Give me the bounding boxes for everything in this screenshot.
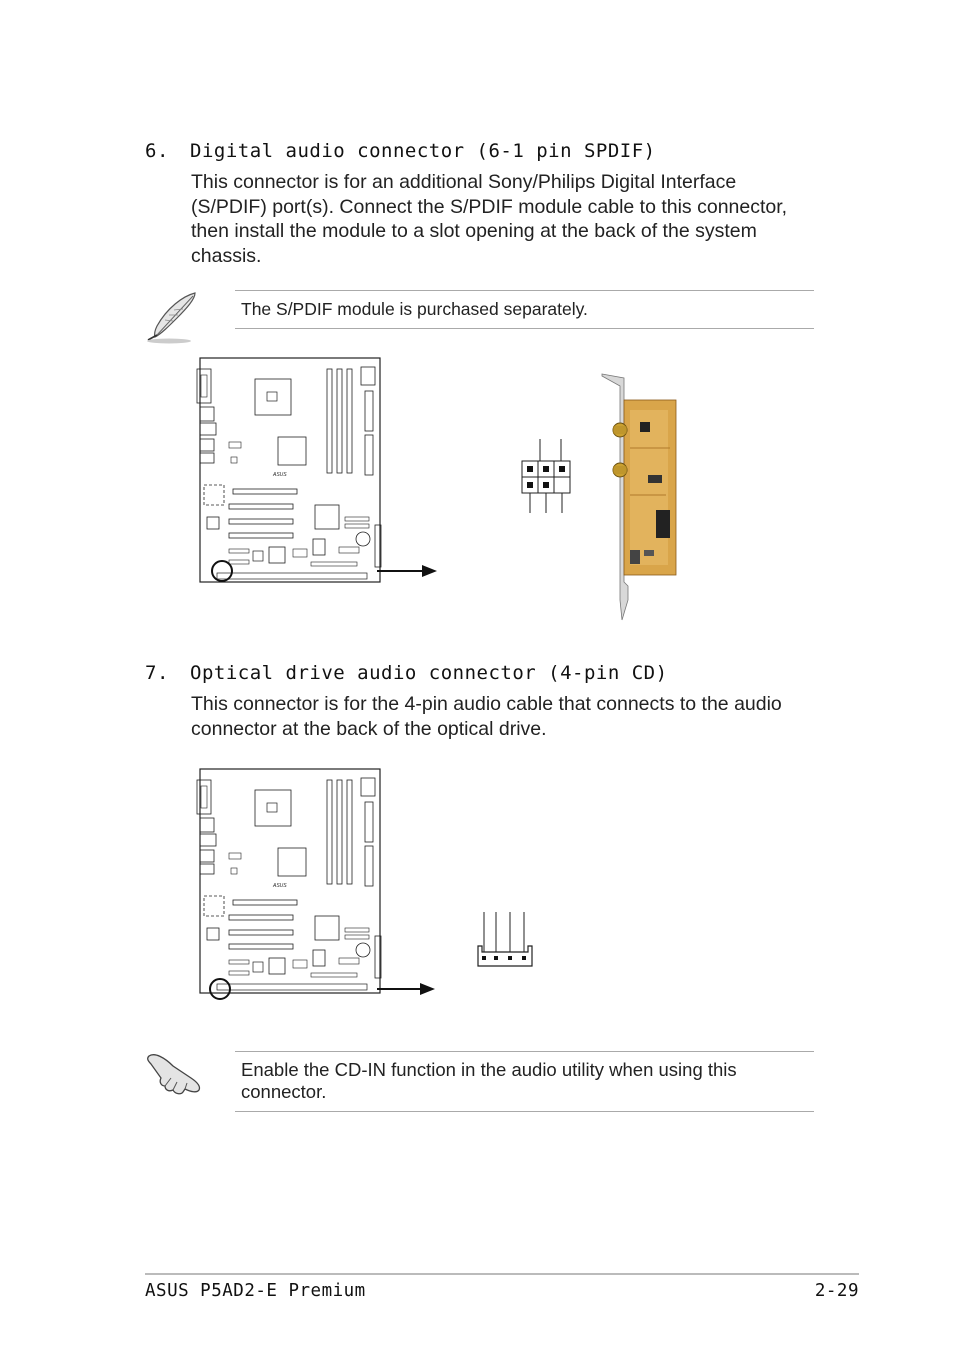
section-number: 7. bbox=[145, 662, 169, 684]
section-7-heading bbox=[145, 662, 668, 684]
footer-divider bbox=[145, 1273, 859, 1275]
section-title: Digital audio connector (6-1 pin SPDIF) bbox=[190, 140, 656, 162]
section-7-body: This connector is for the 4-pin audio cable that connects to the audio connector at the back of the optical drive. bbox=[191, 693, 782, 740]
footer-manual-title: ASUS P5AD2-E Premium bbox=[145, 1281, 366, 1301]
note-box-cd-in bbox=[235, 1051, 814, 1112]
note-box-spdif bbox=[235, 290, 814, 329]
motherboard-layout-diagram bbox=[193, 357, 443, 594]
note-text: Enable the CD-IN function in the audio utility when using this connector. bbox=[241, 1059, 737, 1102]
cd-pin-connector bbox=[474, 910, 538, 977]
feather-pen-icon bbox=[143, 290, 203, 351]
pointing-hand-icon bbox=[145, 1048, 207, 1101]
section-6-body: This connector is for an additional Sony/Philips Digital Interface (S/PDIF) port(s). Connect the S/PDIF module cable to this connector, then install the module to a slot opening at the back of the system chassis. bbox=[191, 171, 788, 267]
motherboard-layout-diagram bbox=[193, 768, 443, 1009]
section-number: 6. bbox=[145, 140, 169, 162]
spdif-module-bracket-image bbox=[600, 370, 680, 631]
asus-board-logo: ASUS bbox=[273, 883, 287, 889]
spdif-pin-connector bbox=[516, 437, 576, 522]
footer-page-number: 2-29 bbox=[814, 1281, 859, 1301]
note-text: The S/PDIF module is purchased separately. bbox=[241, 299, 588, 319]
asus-board-logo: ASUS bbox=[273, 472, 287, 478]
section-6-heading bbox=[145, 140, 656, 162]
section-title: Optical drive audio connector (4-pin CD) bbox=[190, 662, 668, 684]
